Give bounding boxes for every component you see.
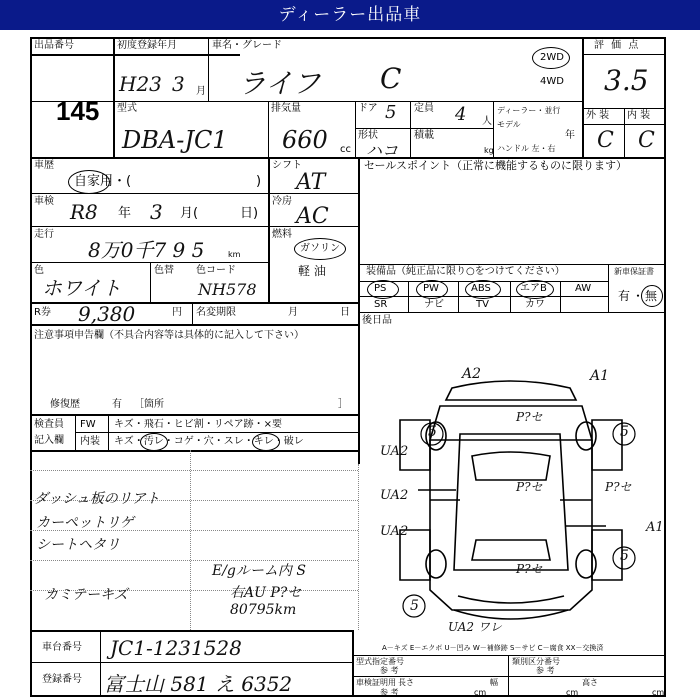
- repair-location-open: ［箇所: [134, 399, 164, 410]
- mark-p-center-1: P?セ: [516, 410, 543, 424]
- mark-ua2-left-3: UA2: [380, 524, 409, 539]
- warranty-yes: 有: [618, 289, 631, 303]
- category-label: 類別区分番号: [512, 657, 560, 666]
- mark-p-right: P?セ: [605, 480, 632, 494]
- equip-pw-circle: [416, 280, 448, 299]
- color-code-value: NH578: [198, 280, 257, 299]
- interior-label: 内 装: [627, 110, 651, 121]
- equipment-label: 装備品（純正品に限り○をつけてください）: [366, 266, 565, 277]
- displacement-value: 660: [282, 126, 328, 154]
- equip-leather: カワ: [525, 299, 545, 310]
- drive-2wd: 2WD: [540, 52, 564, 63]
- mark-five-right: 5: [620, 424, 629, 440]
- inspector-label-2: 記入欄: [34, 435, 64, 446]
- inspector-label-1: 検査員: [34, 419, 64, 430]
- damage-legend: A－キズ E－エクボ U－凹み W－補修跡 S－サビ C－腐食 XX－交換済: [382, 644, 604, 652]
- mark-ua2-left-1: UA2: [380, 444, 409, 459]
- inspector-note-1: E/gルーム内 S: [212, 563, 306, 579]
- length-label: 長さ: [398, 678, 414, 687]
- notes-label: 注意事項申告欄（不具合内容等は具体的に記入して下さい）: [34, 330, 304, 341]
- inspection-label: 車検: [34, 196, 54, 207]
- person-unit: 人: [482, 116, 492, 127]
- mark-a1-right: A1: [646, 520, 664, 535]
- inspector-note-2: 右AU P?セ: [230, 585, 302, 601]
- name-change-label: 名変期限: [196, 307, 236, 318]
- inspector-fw-items: キズ・飛石・ヒビ割・リペア跡・×要: [114, 419, 282, 430]
- warranty-no: 無: [645, 289, 658, 303]
- registration-label: 登録番号: [42, 674, 82, 685]
- type-designation-ref: 参 考: [380, 666, 399, 675]
- color-code-label: 色コード: [196, 265, 236, 276]
- lot-number-label: 出品番号: [34, 40, 74, 51]
- history-label: 車歴: [34, 160, 54, 171]
- color-value: ホワイト: [42, 276, 122, 300]
- kg-unit: kg: [484, 146, 494, 155]
- displacement-label: 排気量: [271, 103, 301, 114]
- load-label: 積載: [414, 130, 434, 141]
- mark-bottom: UA2 ワレ: [448, 620, 502, 634]
- mark-five-bottom: 5: [410, 598, 419, 614]
- inspection-year-unit: 年: [118, 206, 132, 221]
- inspection-month: 3: [150, 200, 163, 224]
- inspector-fw: FW: [80, 419, 96, 430]
- note-line-3: シートヘタリ: [36, 537, 120, 553]
- history-value: 自家用・(: [74, 174, 132, 189]
- mark-a2-top: A2: [462, 366, 482, 382]
- inspection-month-unit: 月(: [180, 206, 199, 221]
- repair-history-value: 有: [112, 399, 122, 410]
- type-value: DBA-JC1: [122, 126, 228, 154]
- inspection-era: R8: [70, 200, 98, 224]
- mileage-value: 8万0千7 9 5: [88, 238, 205, 262]
- mark-p-bottom: P?セ: [516, 562, 543, 576]
- selling-points-label: セールスポイント（正常に機能するものに限ります）: [364, 159, 628, 172]
- model-year-label: モデル: [497, 120, 521, 129]
- score-label: 評 価 点: [594, 40, 641, 51]
- mileage-label: 走行: [34, 229, 54, 240]
- mark-five-left: 5: [428, 424, 437, 440]
- dealer-parallel-label: ディーラー・並行: [497, 106, 561, 115]
- equip-sr: SR: [374, 299, 388, 310]
- exterior-label: 外 装: [586, 110, 610, 121]
- repair-history-label: 修復歴: [50, 399, 80, 410]
- note-line-4: カミテーキズ: [44, 587, 128, 603]
- capacity-value: 4: [455, 104, 467, 125]
- history-circle: [68, 170, 110, 194]
- lot-number: 145: [56, 96, 100, 126]
- fuel-circle: [294, 238, 346, 260]
- shift-label: シフト: [272, 160, 302, 171]
- height-unit: cm: [652, 688, 665, 697]
- type-label: 型式: [117, 103, 137, 114]
- inspector-note-3: 80795km: [230, 602, 297, 618]
- first-registration-month: 3: [172, 72, 185, 96]
- yen-unit: 円: [172, 307, 182, 318]
- fuel-gasoline: ガソリン: [300, 243, 340, 254]
- interior-dirt-circle: [140, 433, 168, 451]
- type-designation-label: 型式指定番号: [356, 657, 404, 666]
- drive-circle: [532, 47, 570, 69]
- interior-grade: C: [638, 128, 655, 153]
- inspection-day-unit: 日): [240, 206, 259, 221]
- width-label: 幅: [490, 678, 498, 687]
- equip-aw: AW: [575, 283, 592, 294]
- score-value: 3.5: [604, 64, 649, 97]
- fuel-label: 燃料: [272, 229, 292, 240]
- registration-value: 富士山 581 え 6352: [104, 672, 293, 696]
- mark-five-right-2: 5: [620, 548, 629, 564]
- inspector-interior-items: キズ・汚レ・コゲ・穴・スレ・キレ・破レ: [114, 436, 304, 447]
- width-unit: cm: [566, 688, 579, 697]
- shift-value: AT: [296, 170, 326, 195]
- rear-items-label: 後日品: [362, 315, 392, 326]
- color-change-label: 色替: [154, 265, 174, 276]
- warranty-separator: ・: [632, 289, 645, 303]
- shape-value: ハコ: [366, 141, 399, 160]
- model-year-unit: 年: [565, 130, 575, 141]
- aircon-value: AC: [296, 204, 329, 229]
- mark-a1-top: A1: [590, 368, 610, 384]
- drive-4wd: 4WD: [540, 76, 564, 87]
- category-ref: 参 考: [536, 666, 555, 675]
- first-registration-year: H23: [119, 72, 162, 96]
- color-label: 色: [34, 265, 44, 276]
- chassis-value: JC1-1231528: [110, 636, 242, 660]
- mark-p-center-2: P?セ: [516, 480, 543, 494]
- equip-airbag: エアB: [520, 283, 547, 294]
- capacity-label: 定員: [414, 103, 434, 114]
- equip-abs-circle: [465, 280, 501, 299]
- grade: C: [380, 62, 402, 95]
- model-name-label: 車名・グレード: [212, 40, 282, 51]
- repair-location-close: ］: [338, 399, 348, 410]
- height-label: 高さ: [582, 678, 598, 687]
- equip-ps-circle: [367, 280, 399, 299]
- mark-ua2-left-2: UA2: [380, 488, 409, 503]
- chassis-label: 車台番号: [42, 642, 82, 653]
- km-unit: km: [228, 250, 241, 259]
- equip-navi: ナビ: [424, 299, 444, 310]
- fuel-diesel: 軽 油: [298, 264, 326, 278]
- aircon-label: 冷房: [272, 196, 292, 207]
- equip-pw: PW: [423, 283, 439, 294]
- equip-airbag-circle: [516, 280, 554, 299]
- handle-label: ハンドル 左・右: [497, 144, 556, 153]
- equip-tv: TV: [476, 299, 489, 310]
- equip-ps: PS: [374, 283, 387, 294]
- length-unit: cm: [474, 688, 487, 697]
- name-change-day: 日: [340, 307, 350, 318]
- certificate-ref: 参 考: [380, 688, 399, 697]
- interior-wear-circle: [252, 433, 280, 451]
- certificate-label: 車検証明用: [356, 678, 396, 687]
- name-change-month: 月: [288, 307, 298, 318]
- cc-unit: cc: [340, 144, 351, 155]
- note-line-1: ダッシュ板のリアト: [34, 491, 160, 507]
- equip-abs: ABS: [471, 283, 491, 294]
- doors-value: 5: [385, 102, 397, 123]
- doors-label: ドア: [358, 103, 378, 114]
- inspector-interior: 内装: [80, 436, 100, 447]
- exterior-grade: C: [597, 128, 614, 153]
- warranty-label: 新車保証書: [614, 267, 654, 276]
- dealer-banner: ディーラー出品車: [0, 0, 700, 30]
- recycle-label: R券: [34, 307, 51, 318]
- recycle-value: 9,380: [78, 302, 136, 326]
- shape-label: 形状: [358, 130, 378, 141]
- month-unit: 月: [196, 86, 206, 97]
- first-registration-label: 初度登録年月: [117, 40, 177, 51]
- model-name: ライフ: [238, 67, 321, 100]
- note-line-2: カーペットリゲ: [36, 515, 134, 531]
- warranty-circle: [641, 285, 663, 307]
- history-close: ): [256, 174, 262, 189]
